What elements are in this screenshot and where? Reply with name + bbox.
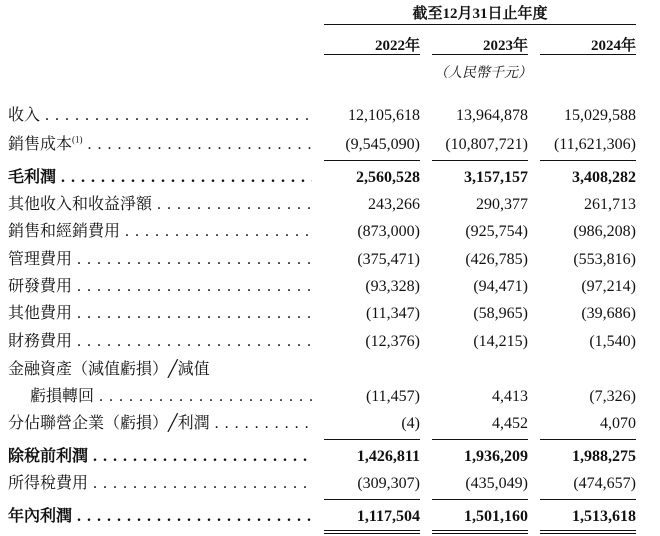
table-row-other-income bbox=[8, 193, 640, 217]
value-2024: (39,686) bbox=[581, 305, 636, 322]
total-double-rule bbox=[432, 533, 528, 534]
subtotal-rule bbox=[432, 499, 528, 500]
value-2024: 261,713 bbox=[584, 196, 636, 213]
year-rule bbox=[324, 54, 420, 55]
value-2022: 2,560,528 bbox=[356, 169, 420, 186]
subtotal-rule bbox=[324, 160, 420, 161]
value-2022: (4) bbox=[401, 415, 420, 432]
table-row-cost-of-sales bbox=[8, 133, 640, 157]
value-2022: (12,376) bbox=[365, 333, 420, 350]
value-2024: 1,988,275 bbox=[572, 448, 636, 465]
subtotal-rule bbox=[540, 439, 636, 440]
table-row-gross-profit bbox=[8, 166, 640, 190]
table-row-share-of-associates bbox=[8, 412, 640, 436]
value-2022: (11,347) bbox=[365, 305, 420, 322]
value-2024: (553,816) bbox=[573, 251, 636, 268]
value-2024: 3,408,282 bbox=[572, 169, 636, 186]
table-row-profit-before-tax bbox=[8, 445, 640, 469]
row-label: 分佔聯營企業（虧損）╱利潤 bbox=[8, 415, 210, 432]
value-2023: 1,501,160 bbox=[464, 508, 528, 525]
value-2024: (1,540) bbox=[589, 333, 636, 350]
value-2022: (375,471) bbox=[357, 251, 420, 268]
value-2024: (986,208) bbox=[573, 223, 636, 240]
value-2022: 1,426,811 bbox=[356, 448, 420, 465]
row-label: 財務費用 bbox=[8, 333, 73, 350]
subtotal-rule bbox=[540, 499, 636, 500]
row-label: 毛利潤 bbox=[8, 169, 57, 186]
row-label: 研發費用 bbox=[8, 278, 73, 295]
value-2023: (925,754) bbox=[465, 223, 528, 240]
row-label: 金融資產（減值虧損）╱減值 bbox=[8, 361, 210, 378]
value-2023: (426,785) bbox=[465, 251, 528, 268]
table-row-other-expenses bbox=[8, 302, 640, 326]
row-label: 收入 bbox=[8, 107, 41, 124]
table-row-revenue bbox=[8, 104, 640, 128]
subtotal-rule bbox=[324, 439, 420, 440]
value-2024: (97,214) bbox=[581, 278, 636, 295]
value-2022: (11,457) bbox=[365, 388, 420, 405]
value-2023: (14,215) bbox=[473, 333, 528, 350]
table-row-admin-expenses bbox=[8, 248, 640, 272]
table-row-income-tax bbox=[8, 472, 640, 496]
row-label: 其他收入和收益淨額 bbox=[8, 196, 153, 213]
table-row-impairment bbox=[8, 385, 640, 409]
value-2024: 1,513,618 bbox=[572, 508, 636, 525]
value-2023: (435,049) bbox=[465, 475, 528, 492]
value-2022: (93,328) bbox=[365, 278, 420, 295]
value-2022: (9,545,090) bbox=[345, 136, 420, 153]
row-label: 銷售和經銷費用 bbox=[8, 223, 121, 240]
subtotal-rule bbox=[540, 160, 636, 161]
table-row-finance-costs bbox=[8, 330, 640, 354]
value-2024: (7,326) bbox=[589, 388, 636, 405]
total-double-rule bbox=[324, 533, 420, 534]
row-label: 銷售成本 bbox=[8, 136, 73, 153]
row-label: 除稅前利潤 bbox=[8, 448, 89, 465]
value-2022: (309,307) bbox=[357, 475, 420, 492]
row-label: 年內利潤 bbox=[8, 508, 73, 525]
row-label-continued: 虧損轉回 bbox=[30, 388, 95, 405]
value-2023: (58,965) bbox=[473, 305, 528, 322]
table-row-rnd-expenses bbox=[8, 275, 640, 299]
value-2022: 243,266 bbox=[368, 196, 420, 213]
value-2023: 3,157,157 bbox=[464, 169, 528, 186]
value-2022: 12,105,618 bbox=[348, 107, 420, 124]
value-2022: (873,000) bbox=[357, 223, 420, 240]
year-rule bbox=[432, 54, 528, 55]
period-header-rule bbox=[324, 24, 636, 25]
footnote-marker: (1) bbox=[72, 134, 83, 145]
year-header-2023: 2023年 bbox=[482, 38, 528, 54]
currency-unit: （人民幣千元） bbox=[434, 66, 532, 81]
value-2023: 4,452 bbox=[492, 415, 528, 432]
year-header-2024: 2024年 bbox=[590, 38, 636, 54]
value-2023: 4,413 bbox=[492, 388, 528, 405]
year-rule bbox=[540, 54, 636, 55]
subtotal-rule bbox=[324, 499, 420, 500]
value-2023: 1,936,209 bbox=[464, 448, 528, 465]
value-2024: (474,657) bbox=[573, 475, 636, 492]
table-row-selling-expenses bbox=[8, 220, 640, 244]
value-2022: 1,117,504 bbox=[356, 508, 420, 525]
row-label: 所得稅費用 bbox=[8, 475, 89, 492]
value-2023: (94,471) bbox=[473, 278, 528, 295]
value-2024: 15,029,588 bbox=[564, 107, 636, 124]
row-label: 管理費用 bbox=[8, 251, 73, 268]
year-header-2022: 2022年 bbox=[374, 38, 420, 54]
subtotal-rule bbox=[432, 160, 528, 161]
value-2023: 290,377 bbox=[476, 196, 528, 213]
total-double-rule bbox=[540, 533, 636, 534]
value-2023: (10,807,721) bbox=[445, 136, 528, 153]
value-2023: 13,964,878 bbox=[456, 107, 528, 124]
period-header: 截至12月31日止年度 bbox=[412, 6, 548, 22]
table-row-profit-for-year bbox=[8, 505, 640, 529]
value-2024: (11,621,306) bbox=[553, 136, 636, 153]
row-label: 其他費用 bbox=[8, 305, 73, 322]
total-double-rule bbox=[324, 530, 420, 531]
total-double-rule bbox=[540, 530, 636, 531]
total-double-rule bbox=[432, 530, 528, 531]
table-row-impairment-line1 bbox=[8, 358, 640, 382]
subtotal-rule bbox=[432, 439, 528, 440]
value-2024: 4,070 bbox=[600, 415, 636, 432]
